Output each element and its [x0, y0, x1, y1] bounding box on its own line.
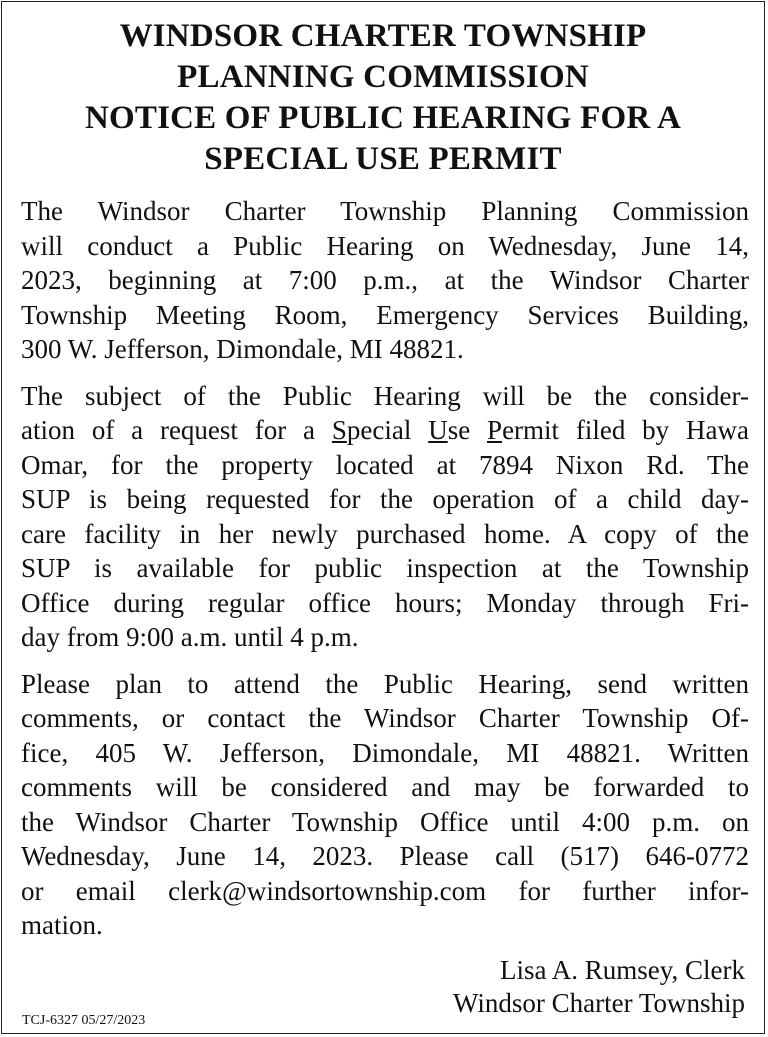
- text-segment: ation of a request for a: [21, 415, 332, 445]
- title-line-1: WINDSOR CHARTER TOWNSHIP: [119, 18, 647, 54]
- title-line-4: SPECIAL USE PERMIT: [204, 141, 562, 177]
- text-line: Omar, for the property located at 7894 Nixon Rd. The: [21, 449, 749, 480]
- text-line: SUP is being requested for the operation of a child day-: [21, 484, 749, 514]
- signer-organization: Windsor Charter Township: [453, 988, 745, 1018]
- text-segment: se: [447, 415, 488, 445]
- contact-paragraph: [21, 667, 749, 943]
- signature-block: [453, 954, 745, 1020]
- underlined-letter: U: [428, 415, 448, 445]
- text-line: Township Meeting Room, Emergency Services Building,: [21, 299, 749, 330]
- text-line: The subject of the Public Hearing will be the consider-: [21, 380, 749, 411]
- text-line: will conduct a Public Hearing on Wednesday, June 14,: [21, 230, 749, 261]
- text-line: 2023, beginning at 7:00 p.m., at the Windsor Charter: [21, 265, 749, 295]
- publication-reference: TCJ-6327 05/27/2023: [22, 1013, 146, 1028]
- text-line: Office during regular office hours; Monday through Fri-: [21, 587, 749, 618]
- text-line: Please plan to attend the Public Hearing, send written: [21, 668, 749, 699]
- text-line: fice, 405 W. Jefferson, Dimondale, MI 48821. Written: [21, 737, 749, 768]
- text-line: comments, or contact the Windsor Charter Township Of-: [21, 703, 749, 733]
- text-line: 300 W. Jefferson, Dimondale, MI 48821.: [21, 334, 464, 364]
- subject-paragraph: [21, 379, 749, 655]
- text-line: comments will be considered and may be forwarded to: [21, 772, 749, 802]
- text-line: day from 9:00 a.m. until 4 p.m.: [21, 622, 359, 652]
- text-line-sup: [21, 413, 749, 448]
- text-line: The Windsor Charter Township Planning Commission: [21, 196, 749, 226]
- text-line: SUP is available for public inspection at the Township: [21, 553, 749, 583]
- text-segment: pecial: [346, 415, 429, 445]
- text-line: care facility in her newly purchased home. A copy of the: [21, 518, 749, 549]
- text-line: the Windsor Charter Township Office until 4:00 p.m. on: [21, 806, 749, 837]
- underlined-letter: P: [487, 415, 503, 445]
- text-line: mation.: [21, 910, 103, 940]
- underlined-letter: S: [331, 415, 347, 445]
- text-line: or email clerk@windsortownship.com for further infor-: [21, 875, 749, 906]
- notice-title: [2, 16, 764, 180]
- title-line-2: PLANNING COMMISSION: [177, 59, 589, 95]
- text-line: Wednesday, June 14, 2023. Please call (517) 646-0772: [21, 841, 749, 871]
- hearing-details-paragraph: [21, 194, 749, 367]
- notice-body: [21, 194, 749, 955]
- public-notice: [1, 1, 765, 1034]
- signer-name: Lisa A. Rumsey, Clerk: [500, 955, 745, 985]
- title-line-3: NOTICE OF PUBLIC HEARING FOR A: [84, 100, 682, 136]
- text-segment: ermit filed by Hawa: [502, 415, 749, 445]
